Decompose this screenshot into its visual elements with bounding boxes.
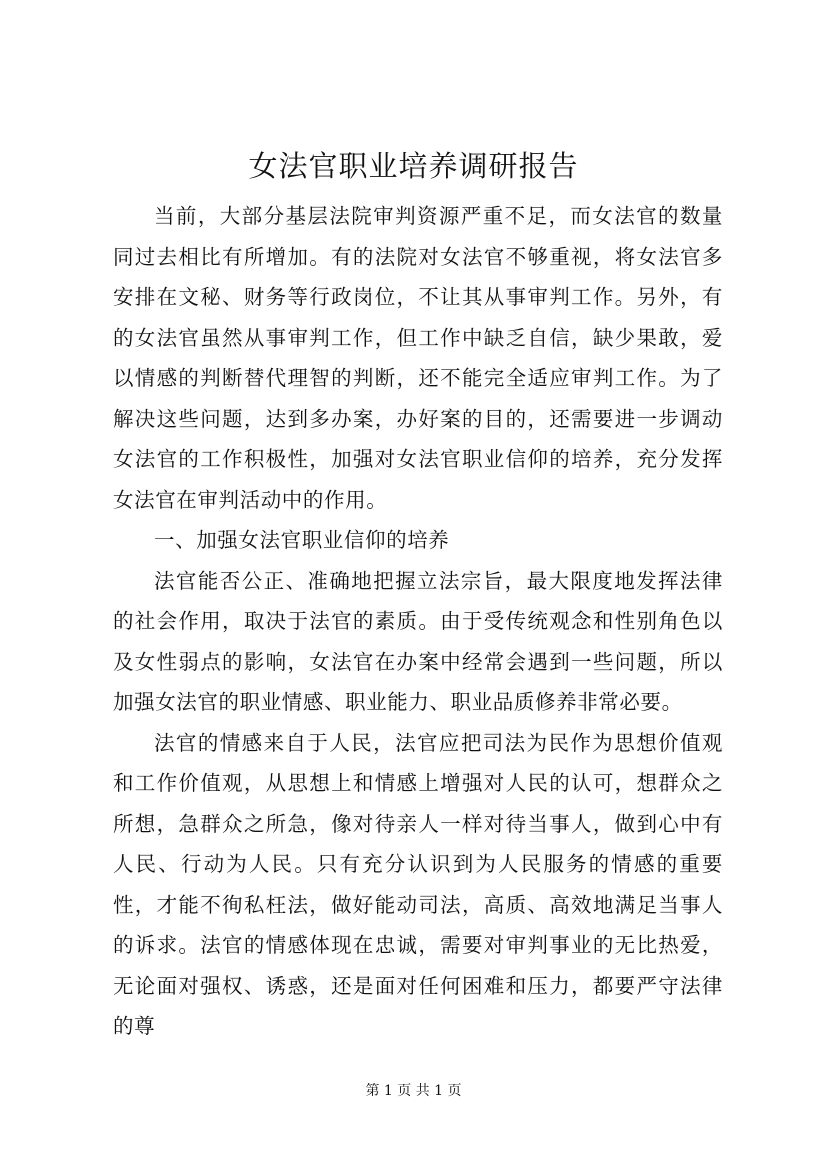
paragraph-intro: 当前，大部分基层法院审判资源严重不足，而女法官的数量同过去相比有所增加。有的法院对女法官不够重视，将女法官多安排在文秘、财务等行政岗位，不让其从事审判工作。另外，有的女法官虽然从事审判工作，但工作中缺乏自信，缺少果敢，爱以情感的判断替代理智的判断，还不能完全适应审判工作。为了解决这些问题，达到多办案，办好案的目的，还需要进一步调动女法官的工作积极性，加强对女法官职业信仰的培养，充分发挥女法官在审判活动中的作用。 bbox=[113, 204, 723, 512]
document-body bbox=[113, 196, 723, 1047]
paragraph-section-1-b: 法官的情感来自于人民，法官应把司法为民作为思想价值观和工作价值观，从思想上和情感上增强对人民的认可，想群众之所想，急群众之所急，像对待亲人一样对待当事人，做到心中有人民、行动为人民。只有充分认识到为人民服务的情感的重要性，才能不徇私枉法，做好能动司法，高质、高效地满足当事人的诉求。法官的情感体现在忠诚，需要对审判事业的无比热爱，无论面对强权、诱惑，还是面对任何困难和压力，都要严守法律的尊 bbox=[113, 730, 723, 1038]
document-title: 女法官职业培养调研报告 bbox=[248, 149, 579, 183]
page-number-footer: 第 1 页 共 1 页 bbox=[365, 1083, 462, 1099]
paragraph-section-1-a: 法官能否公正、准确地把握立法宗旨，最大限度地发挥法律的社会作用，取决于法官的素质。由于受传统观念和性别角色以及女性弱点的影响，女法官在办案中经常会遇到一些问题，所以加强女法官的职业情感、职业能力、职业品质修养非常必要。 bbox=[113, 568, 723, 714]
section-heading-1: 一、加强女法官职业信仰的培养 bbox=[154, 528, 450, 552]
